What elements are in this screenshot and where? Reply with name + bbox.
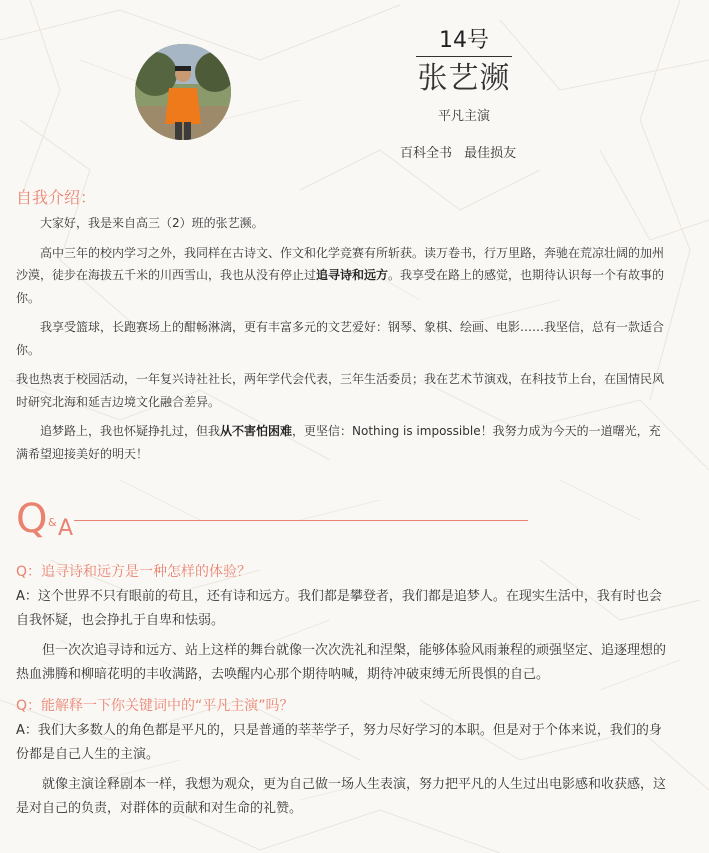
text-run: ，更坚信：Nothing is impossible！我努力成为今天的一道曙光，充满希望迎接美好的明天！ xyxy=(16,424,661,461)
qa-logo-ampersand: & xyxy=(48,516,57,529)
intro-paragraph xyxy=(16,242,666,310)
award-tag: 最佳损友 xyxy=(464,146,517,161)
avatar-photo-icon xyxy=(135,44,231,140)
text-run: 高中三年的校内学习之外，我同样在古诗文、作文和化学竞赛有所斩获。读万卷书，行万里路，奔驰在荒凉壮阔的加州沙漠，徒步在海拔五千米的川西雪山，我也从没有停止过 xyxy=(16,245,665,282)
intro-paragraph xyxy=(16,368,666,413)
qa-logo-q: Q xyxy=(16,496,48,542)
text-run: 我享受篮球，长跑赛场上的酣畅淋漓，更有丰富多元的文艺爱好：钢琴、象棋、绘画、电影……我坚信，总有一款适合你。 xyxy=(16,320,665,357)
text-run: 大家好，我是来自高三（2）班的张艺濒。 xyxy=(40,216,264,230)
profile-awards xyxy=(400,142,516,161)
intro-paragraph xyxy=(16,212,666,235)
qa-logo-a: A xyxy=(58,516,74,541)
text-run: 。我享受在路上的感觉，也期待认识每一个有故事的你。 xyxy=(16,268,665,305)
qa-section xyxy=(16,559,666,821)
intro-paragraph xyxy=(16,420,666,465)
bold-phrase: 追寻诗和远方 xyxy=(316,268,389,282)
profile-number: 14号 xyxy=(439,28,489,53)
qa-answer: A：我们大多数人的角色都是平凡的，只是普通的莘莘学子，努力尽好学习的本职。但是对于个体来说，我们的身份都是自己人生的主演。 xyxy=(16,723,662,762)
bold-phrase: 从不害怕困难 xyxy=(220,424,293,438)
intro-body xyxy=(16,212,666,472)
qa-answer: 就像主演诠释剧本一样，我想为观众，更为自己做一场人生表演，努力把平凡的人生过出电影感和收获感，这是对自己的负责，对群体的贡献和对生命的礼赞。 xyxy=(16,777,667,816)
intro-paragraph xyxy=(16,316,666,361)
profile-header xyxy=(405,28,523,124)
qa-question: Q：追寻诗和远方是一种怎样的体验？ xyxy=(16,564,252,580)
profile-name: 张艺濒 xyxy=(417,61,511,96)
qa-divider xyxy=(74,520,528,521)
qa-logo xyxy=(16,496,536,546)
intro-heading: 自我介绍： xyxy=(16,188,97,207)
qa-answer: A：这个世界不只有眼前的苟且，还有诗和远方。我们都是攀登者，我们都是追梦人。在现实生活中，我有时也会自我怀疑，也会挣扎于自卑和怯弱。 xyxy=(16,589,662,628)
profile-role: 平凡主演 xyxy=(437,109,490,124)
text-run: 追梦路上，我也怀疑挣扎过，但我 xyxy=(40,424,221,438)
award-tag: 百科全书 xyxy=(400,146,453,161)
avatar xyxy=(135,44,231,140)
qa-question: Q：能解释一下你关键词中的“平凡主演”吗？ xyxy=(16,698,294,714)
qa-answer: 但一次次追寻诗和远方、站上这样的舞台就像一次次洗礼和涅槃，能够体验风雨兼程的顽强坚定、追逐理想的热血沸腾和柳暗花明的丰收满路，去唤醒内心那个期待呐喊，期待冲破束缚无所畏惧的自己。 xyxy=(16,643,667,682)
text-run: 我也热衷于校园活动，一年复兴诗社社长，两年学代会代表，三年生活委员；我在艺术节演戏，在科技节上台，在国情民风时研究北海和延吉边境文化融合差异。 xyxy=(16,372,665,409)
header-divider xyxy=(416,56,512,57)
